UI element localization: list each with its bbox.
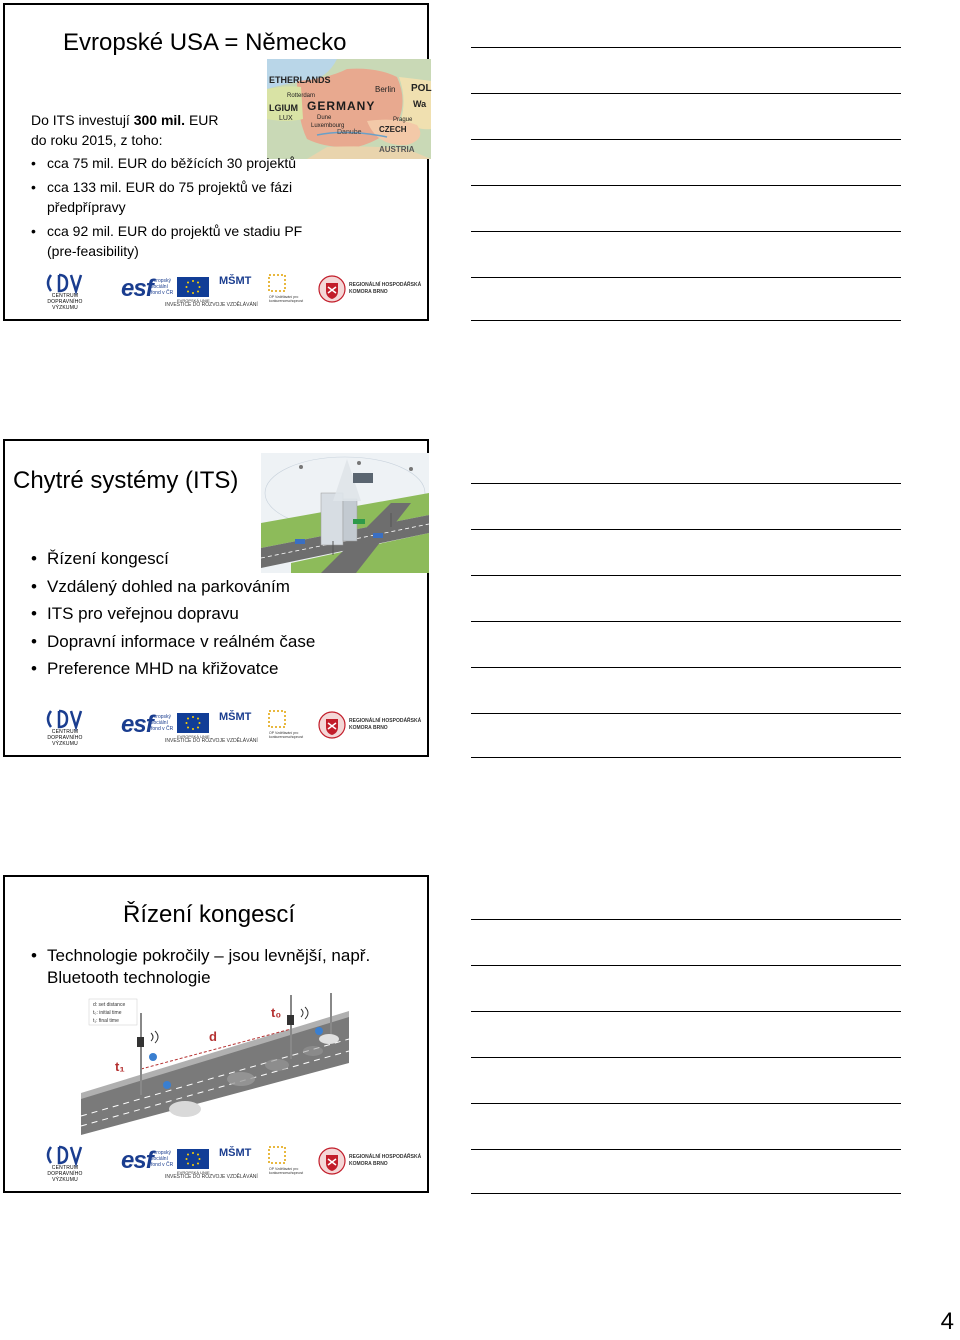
rhk-text: REGIONÁLNÍ HOSPODÁŘSKÁ KOMORA BRNO bbox=[349, 1154, 422, 1167]
msmt-logo: MŠMT bbox=[219, 275, 252, 287]
esf-small-text: evropský sociální fond v ČR bbox=[151, 714, 174, 732]
op-text: OP Vzdělávání pro konkurenceschopnost bbox=[269, 295, 304, 303]
eu-text: EVROPSKÁ UNIE bbox=[177, 734, 210, 739]
cdv-logo bbox=[45, 273, 85, 311]
page-number: 4 bbox=[940, 1308, 954, 1335]
note-line bbox=[471, 667, 901, 668]
legend-item: t₁: final time bbox=[93, 1018, 119, 1024]
note-line bbox=[471, 47, 901, 48]
esf-small-text: evropský sociální fond v ČR bbox=[151, 278, 174, 296]
note-line bbox=[471, 575, 901, 576]
list-item: • Preference MHD na křižovatce bbox=[5, 655, 315, 683]
list-item: • cca 133 mil. EUR do 75 projektů ve fázi předpřípravy bbox=[5, 177, 317, 217]
note-line bbox=[471, 713, 901, 714]
map-label: ETHERLANDS bbox=[269, 75, 331, 85]
cdv-text: CENTRUM DOPRAVNÍHO VÝZKUMU bbox=[47, 293, 83, 311]
op-text: OP Vzdělávání pro konkurenceschopnost bbox=[269, 731, 304, 739]
rhk-text: REGIONÁLNÍ HOSPODÁŘSKÁ KOMORA BRNO bbox=[349, 282, 422, 295]
esf-logo bbox=[121, 1147, 261, 1181]
msmt-logo: MŠMT bbox=[219, 1147, 252, 1159]
cdv-text: CENTRUM DOPRAVNÍHO VÝZKUMU bbox=[47, 1165, 83, 1183]
rhk-logo bbox=[317, 273, 427, 307]
slide-title: Chytré systémy (ITS) bbox=[13, 467, 239, 494]
legend-item: t₀: initial time bbox=[93, 1010, 122, 1016]
diagram-label-d: d bbox=[209, 1029, 217, 1044]
note-line bbox=[471, 320, 901, 321]
cdv-logo bbox=[45, 709, 85, 747]
diagram-label-t1: t₁ bbox=[115, 1059, 125, 1074]
rhk-emblem-icon bbox=[317, 273, 347, 305]
list-item: • Vzdálený dohled na parkováním bbox=[5, 573, 315, 601]
op-logo bbox=[267, 273, 309, 307]
map-label: Wa bbox=[413, 99, 427, 109]
esf-mark: esf bbox=[121, 275, 153, 302]
note-line bbox=[471, 757, 901, 758]
list-item: • Řízení kongescí bbox=[5, 545, 315, 573]
note-line bbox=[471, 1057, 901, 1058]
legend-item: d: set distance bbox=[93, 1002, 126, 1008]
bullet-list bbox=[5, 545, 315, 683]
slide-3 bbox=[3, 875, 429, 1193]
rhk-logo bbox=[317, 1145, 427, 1179]
map-label: GERMANY bbox=[307, 99, 376, 113]
note-line bbox=[471, 139, 901, 140]
op-icon bbox=[267, 709, 287, 729]
op-icon bbox=[267, 1145, 287, 1165]
slide-1 bbox=[3, 3, 432, 321]
cdv-icon bbox=[45, 273, 85, 293]
eu-text: EVROPSKÁ UNIE bbox=[177, 298, 210, 303]
footer-logos bbox=[5, 1145, 427, 1185]
list-item: • Technologie pokročily – jsou levnější, např. Bluetooth technologie bbox=[5, 945, 385, 989]
eu-flag-icon bbox=[177, 277, 210, 303]
op-text: OP Vzdělávání pro konkurenceschopnost bbox=[269, 1167, 304, 1175]
list-item: • Dopravní informace v reálném čase bbox=[5, 628, 315, 656]
diagram-legend bbox=[93, 1001, 125, 1025]
list-item: • cca 92 mil. EUR do projektů ve stadiu PF (pre-feasibility) bbox=[5, 221, 327, 261]
cdv-icon bbox=[45, 1145, 85, 1165]
footer-logos bbox=[5, 273, 427, 313]
rhk-emblem-icon bbox=[317, 1145, 347, 1177]
map-label: Luxembourg bbox=[311, 123, 345, 129]
bullet-list bbox=[5, 945, 385, 989]
map-label: POL bbox=[411, 83, 432, 94]
note-line bbox=[471, 277, 901, 278]
map-label: CZECH bbox=[379, 125, 407, 134]
invest-text: INVESTICE DO ROZVOJE VZDĚLÁVÁNÍ bbox=[165, 738, 258, 744]
invest-text: INVESTICE DO ROZVOJE VZDĚLÁVÁNÍ bbox=[165, 302, 258, 308]
map-label: LUX bbox=[279, 115, 293, 122]
map-label: LGIUM bbox=[269, 103, 298, 113]
note-line bbox=[471, 529, 901, 530]
slide-title: Evropské USA = Německo bbox=[63, 29, 347, 56]
list-item: • cca 75 mil. EUR do běžících 30 projektů bbox=[5, 153, 365, 173]
map-label: Danube bbox=[337, 129, 362, 136]
esf-logo bbox=[121, 275, 261, 309]
note-line bbox=[471, 621, 901, 622]
note-line bbox=[471, 1193, 901, 1194]
esf-mark: esf bbox=[121, 711, 153, 738]
slide-title: Řízení kongescí bbox=[123, 901, 296, 928]
slide-2 bbox=[3, 439, 429, 757]
footer-logos bbox=[5, 709, 427, 749]
eu-text: EVROPSKÁ UNIE bbox=[177, 1170, 210, 1175]
bullet-list bbox=[5, 153, 365, 261]
esf-small-text: evropský sociální fond v ČR bbox=[151, 1150, 174, 1168]
germany-map-image bbox=[267, 59, 431, 159]
note-line bbox=[471, 185, 901, 186]
cdv-text: CENTRUM DOPRAVNÍHO VÝZKUMU bbox=[47, 729, 83, 747]
map-label: Dune bbox=[317, 115, 332, 121]
list-item: • ITS pro veřejnou dopravu bbox=[5, 600, 315, 628]
intro-line-2: do roku 2015, z toho: bbox=[31, 132, 163, 148]
invest-text: INVESTICE DO ROZVOJE VZDĚLÁVÁNÍ bbox=[165, 1174, 258, 1180]
eu-flag-icon bbox=[177, 713, 210, 739]
note-line bbox=[471, 965, 901, 966]
rhk-logo bbox=[317, 709, 427, 743]
map-label: Rotterdam bbox=[287, 93, 316, 99]
msmt-logo: MŠMT bbox=[219, 711, 252, 723]
esf-logo bbox=[121, 711, 261, 745]
cdv-icon bbox=[45, 709, 85, 729]
rhk-emblem-icon bbox=[317, 709, 347, 741]
intro-text bbox=[31, 110, 219, 150]
op-logo bbox=[267, 709, 309, 743]
note-line bbox=[471, 919, 901, 920]
esf-mark: esf bbox=[121, 1147, 153, 1174]
op-icon bbox=[267, 273, 287, 293]
note-line bbox=[471, 1011, 901, 1012]
note-line bbox=[471, 1149, 901, 1150]
note-line bbox=[471, 231, 901, 232]
eu-flag-icon bbox=[177, 1149, 210, 1175]
map-label: Berlin bbox=[375, 85, 396, 94]
diagram-label-t0: t₀ bbox=[271, 1005, 282, 1020]
map-label: Prague bbox=[393, 117, 413, 123]
intro-line-1: Do ITS investují 300 mil. EUR bbox=[31, 112, 219, 128]
rhk-text: REGIONÁLNÍ HOSPODÁŘSKÁ KOMORA BRNO bbox=[349, 718, 422, 731]
bluetooth-diagram bbox=[81, 993, 349, 1135]
note-line bbox=[471, 93, 901, 94]
note-line bbox=[471, 483, 901, 484]
cdv-logo bbox=[45, 1145, 85, 1183]
map-label: AUSTRIA bbox=[379, 145, 415, 154]
op-logo bbox=[267, 1145, 309, 1179]
note-line bbox=[471, 1103, 901, 1104]
